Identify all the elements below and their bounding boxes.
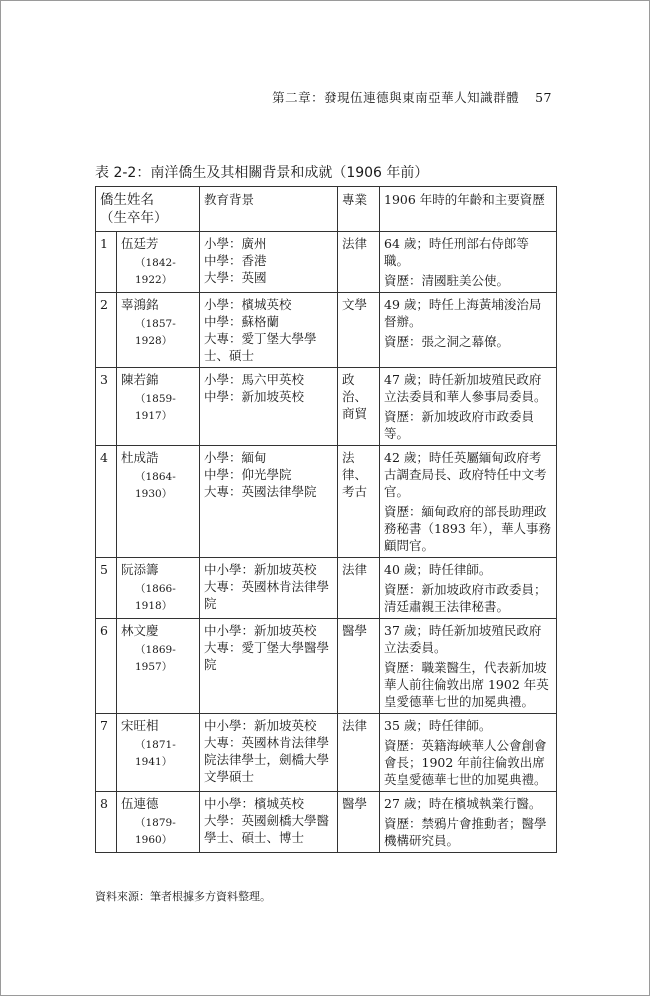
major-cell: 法律 <box>338 714 380 792</box>
education-item: 大專：愛丁堡大學醫學院 <box>204 640 330 672</box>
education-cell <box>200 714 338 792</box>
education-item: 中小學：檳城英校 <box>204 796 305 811</box>
person-cell <box>117 558 200 619</box>
person-cell <box>117 232 200 293</box>
person-cell <box>117 619 200 714</box>
education-cell <box>200 368 338 446</box>
education-item: 大專：愛丁堡大學學士、碩士 <box>204 331 317 363</box>
row-index: 2 <box>96 293 117 368</box>
achievement-item: 資歷：清國駐美公使。 <box>384 273 510 288</box>
person-years: （1871-1941） <box>135 739 176 768</box>
person-name: 林文慶 <box>121 623 159 638</box>
education-cell <box>200 558 338 619</box>
major-cell: 法律、考古 <box>338 446 380 558</box>
achievement-item: 資歷：新加坡政府市政委員；清廷肅親王法律秘書。 <box>384 582 547 614</box>
person-name: 杜成誥 <box>121 450 159 465</box>
table-caption: 表 2-2：南洋僑生及其相關背景和成就（1906 年前） <box>95 165 429 181</box>
person-cell <box>117 293 200 368</box>
achievement-item: 49 歲；時任上海黃埔浚治局督辦。 <box>384 297 542 329</box>
achievement-item: 64 歲；時任刑部右侍郎等職。 <box>384 236 529 268</box>
row-index: 4 <box>96 446 117 558</box>
row-index: 1 <box>96 232 117 293</box>
row-index: 5 <box>96 558 117 619</box>
major-cell: 醫學 <box>338 619 380 714</box>
major-cell: 法律 <box>338 232 380 293</box>
person-name: 宋旺相 <box>121 718 159 733</box>
person-name: 辜鴻銘 <box>121 297 159 312</box>
table-row <box>96 446 557 558</box>
education-item: 中學：仰光學院 <box>204 467 292 482</box>
header-name: 僑生姓名 （生卒年） <box>96 187 200 232</box>
achievement-cell <box>380 293 557 368</box>
education-item: 中小學：新加坡英校 <box>204 718 317 733</box>
achievement-item: 40 歲；時任律師。 <box>384 562 492 577</box>
person-name: 陳若錦 <box>121 372 159 387</box>
person-years: （1869-1957） <box>135 644 176 673</box>
education-item: 中學：香港 <box>204 253 267 268</box>
person-years: （1842-1922） <box>135 257 176 286</box>
achievement-item: 47 歲；時任新加坡殖民政府立法委員和華人參事局委員。 <box>384 372 547 404</box>
education-item: 小學：檳城英校 <box>204 297 292 312</box>
education-item: 大專：英國法律學院 <box>204 484 317 499</box>
achievement-cell <box>380 558 557 619</box>
education-item: 大專：英國林肯法律學院 <box>204 579 330 611</box>
education-item: 中小學：新加坡英校 <box>204 562 317 577</box>
person-years: （1879-1960） <box>135 817 176 846</box>
achievement-item: 資歷：禁鴉片會推動者；醫學機構研究員。 <box>384 816 547 848</box>
education-cell <box>200 792 338 853</box>
source-note: 資料來源：筆者根據多方資料整理。 <box>95 890 271 903</box>
header-major: 專業 <box>338 187 380 232</box>
education-item: 大專：英國林肯法律學院法律學士，劍橋大學文學碩士 <box>204 735 330 784</box>
achievement-item: 27 歲；時在檳城執業行醫。 <box>384 796 542 811</box>
education-cell <box>200 619 338 714</box>
education-cell <box>200 232 338 293</box>
education-item: 大學：英國劍橋大學醫學士、碩士、博士 <box>204 813 330 845</box>
achievement-item: 42 歲；時任英屬緬甸政府考古調查局長、政府特任中文考官。 <box>384 450 547 499</box>
achievement-cell <box>380 368 557 446</box>
achievement-item: 35 歲；時任律師。 <box>384 718 492 733</box>
achievement-item: 37 歲；時任新加坡殖民政府立法委員。 <box>384 623 542 655</box>
education-item: 小學：馬六甲英校 <box>204 372 305 387</box>
achievement-cell <box>380 792 557 853</box>
person-cell <box>117 714 200 792</box>
education-item: 中學：新加坡英校 <box>204 389 305 404</box>
header-achievement: 1906 年時的年齡和主要資歷 <box>380 187 557 232</box>
chapter-title: 第二章：發現伍連德與東南亞華人知識群體 <box>272 90 520 105</box>
row-index: 7 <box>96 714 117 792</box>
education-item: 大學：英國 <box>204 270 267 285</box>
achievement-cell <box>380 232 557 293</box>
achievement-cell <box>380 446 557 558</box>
achievement-cell <box>380 714 557 792</box>
major-cell: 法律 <box>338 558 380 619</box>
education-item: 中學：蘇格蘭 <box>204 314 280 329</box>
achievement-item: 資歷：職業醫生，代表新加坡華人前往倫敦出席 1902 年英皇愛德華七世的加冕典禮。 <box>384 660 549 709</box>
biography-table <box>95 186 557 853</box>
table-header-row <box>96 187 557 232</box>
header-education: 教育背景 <box>200 187 338 232</box>
person-name: 阮添籌 <box>121 562 159 577</box>
table-row <box>96 368 557 446</box>
education-item: 中小學：新加坡英校 <box>204 623 317 638</box>
row-index: 6 <box>96 619 117 714</box>
education-cell <box>200 293 338 368</box>
running-header <box>0 88 552 106</box>
achievement-cell <box>380 619 557 714</box>
table-row <box>96 558 557 619</box>
person-years: （1864-1930） <box>135 471 176 500</box>
row-index: 3 <box>96 368 117 446</box>
person-years: （1866-1918） <box>135 583 176 612</box>
major-cell: 政治、商貿 <box>338 368 380 446</box>
person-name: 伍廷芳 <box>121 236 159 251</box>
person-name: 伍連德 <box>121 796 159 811</box>
education-item: 小學：廣州 <box>204 236 267 251</box>
major-cell: 文學 <box>338 293 380 368</box>
table-row <box>96 232 557 293</box>
education-cell <box>200 446 338 558</box>
person-cell <box>117 446 200 558</box>
education-item: 小學：緬甸 <box>204 450 267 465</box>
row-index: 8 <box>96 792 117 853</box>
table-row <box>96 792 557 853</box>
person-cell <box>117 792 200 853</box>
page-number: 57 <box>535 90 552 105</box>
achievement-item: 資歷：英籍海峽華人公會創會會長；1902 年前往倫敦出席英皇愛德華七世的加冕典禮。 <box>384 738 547 787</box>
table-row <box>96 293 557 368</box>
table-row <box>96 619 557 714</box>
person-years: （1859-1917） <box>135 393 176 422</box>
person-years: （1857-1928） <box>135 318 176 347</box>
achievement-item: 資歷：緬甸政府的部長助理政務秘書（1893 年），華人事務顧問官。 <box>384 504 552 553</box>
table-row <box>96 714 557 792</box>
major-cell: 醫學 <box>338 792 380 853</box>
achievement-item: 資歷：新加坡政府市政委員等。 <box>384 409 535 441</box>
achievement-item: 資歷：張之洞之幕僚。 <box>384 334 510 349</box>
person-cell <box>117 368 200 446</box>
